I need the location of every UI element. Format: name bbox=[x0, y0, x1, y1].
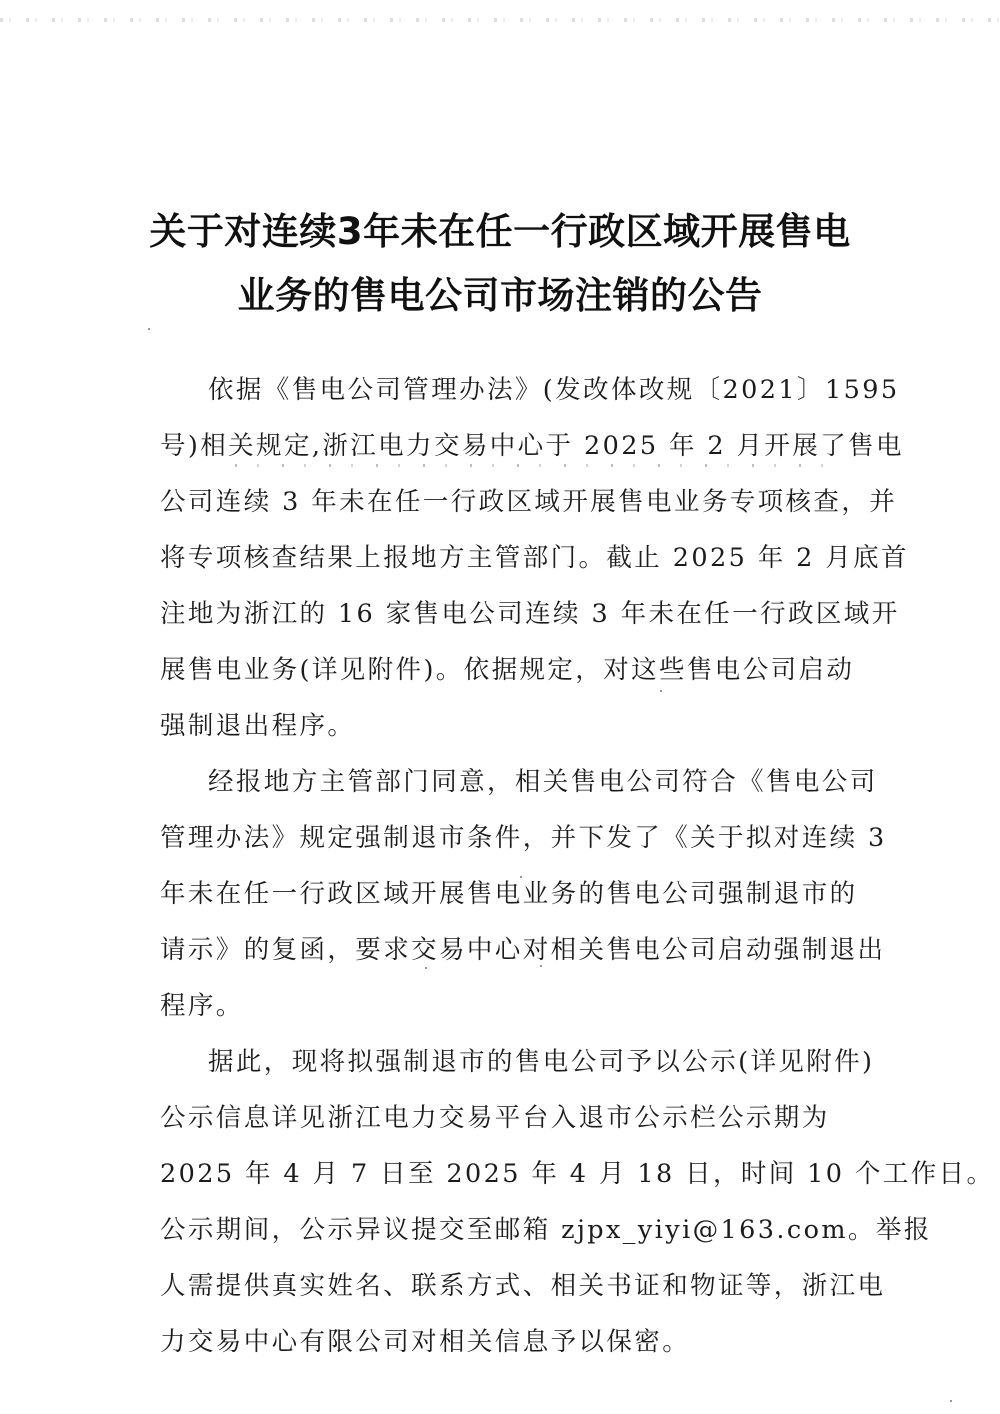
scan-speck bbox=[660, 690, 662, 692]
text-line: 将专项核查结果上报地方主管部门。截止 2025 年 2 月底首 bbox=[160, 543, 909, 573]
text-line: 公示信息详见浙江电力交易平台入退市公示栏公示期为 bbox=[160, 1103, 830, 1133]
text-line: 号)相关规定,浙江电力交易中心于 2025 年 2 月开展了售电 bbox=[160, 431, 904, 461]
scan-noise bbox=[235, 464, 835, 467]
scan-artifact-strip bbox=[0, 18, 1000, 22]
title-line-1: 关于对连续3年未在任一行政区域开展售电 bbox=[149, 210, 851, 253]
title-line-2: 业务的售电公司市场注销的公告 bbox=[237, 274, 763, 317]
text-line: 力交易中心有限公司对相关信息予以保密。 bbox=[160, 1327, 691, 1357]
text-line: 管理办法》规定强制退市条件，并下发了《关于拟对连续 3 bbox=[160, 823, 887, 853]
text-line: 请示》的复函，要求交易中心对相关售电公司启动强制退出 bbox=[160, 935, 886, 965]
text-line: 公司连续 3 年未在任一行政区域开展售电业务专项核查，并 bbox=[160, 487, 898, 517]
scan-speck bbox=[425, 967, 427, 969]
scan-speck bbox=[950, 1400, 952, 1402]
scan-speck bbox=[148, 328, 150, 330]
scan-speck bbox=[520, 876, 522, 878]
text-line: 程序。 bbox=[160, 991, 244, 1021]
scan-speck bbox=[540, 965, 542, 967]
text-line: 强制退出程序。 bbox=[160, 711, 356, 741]
text-line: 年未在任一行政区域开展售电业务的售电公司强制退市的 bbox=[160, 879, 858, 909]
text-line: 2025 年 4 月 7 日至 2025 年 4 月 18 日，时间 10 个工作日。 bbox=[160, 1159, 995, 1189]
text-line: 据此，现将拟强制退市的售电公司予以公示(详见附件) bbox=[208, 1047, 875, 1077]
text-line: 依据《售电公司管理办法》(发改体改规〔2021〕1595 bbox=[208, 375, 900, 405]
text-line: 人需提供真实姓名、联系方式、相关书证和物证等，浙江电 bbox=[160, 1271, 886, 1301]
text-line: 注地为浙江的 16 家售电公司连续 3 年未在任一行政区域开 bbox=[160, 599, 900, 629]
text-line: 展售电业务(详见附件)。依据规定，对这些售电公司启动 bbox=[160, 655, 855, 685]
text-line: 公示期间，公示异议提交至邮箱 zjpx_yiyi@163.com。举报 bbox=[160, 1215, 932, 1245]
text-line: 经报地方主管部门同意，相关售电公司符合《售电公司 bbox=[208, 767, 878, 797]
document-title bbox=[0, 200, 1000, 328]
